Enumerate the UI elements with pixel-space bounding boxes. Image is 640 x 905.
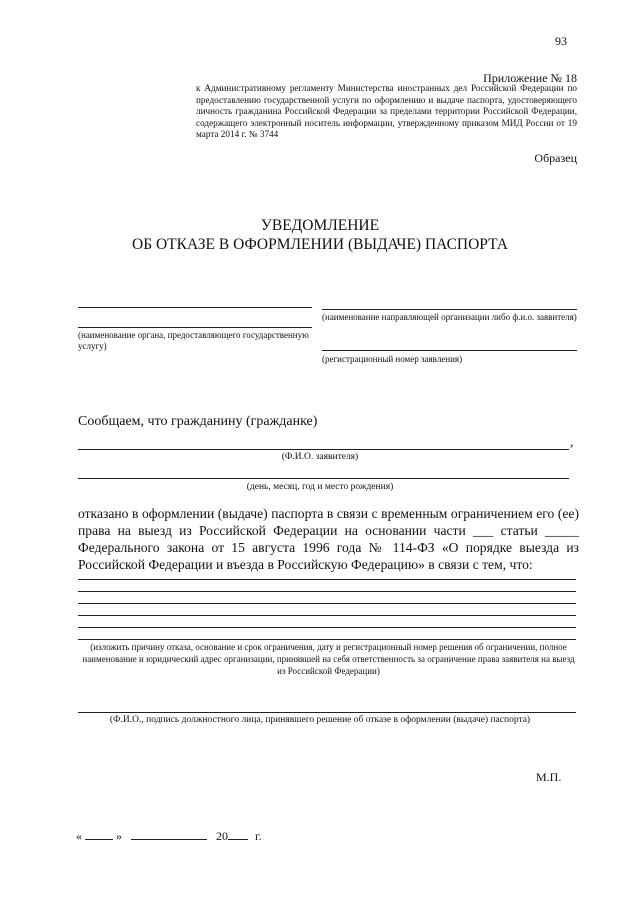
reason-line-3 — [78, 603, 576, 604]
date-open-quote: « — [76, 829, 82, 843]
refusal-paragraph: отказано в оформлении (выдаче) паспорта в связи с временным ограничением его (ее) права на выезд из Российской Федерации на основании части ___ статьи _____ Федерального закона от 15 августа 1996 года № 114-ФЗ «О порядке выезда из Российской Федерации и въезда в Российскую Федерацию» в связи с тем, что: — [78, 506, 579, 572]
date-row — [76, 828, 262, 844]
stamp-label: М.П. — [536, 770, 562, 784]
document-title-line2: ОБ ОТКАЗЕ В ОФОРМЛЕНИИ (ВЫДАЧЕ) ПАСПОРТА — [132, 236, 508, 253]
reason-line-1 — [78, 579, 576, 580]
applicant-name-line — [78, 449, 569, 450]
official-caption: (Ф.И.О., подпись должностного лица, принявшего решение об отказе в оформлении (выдаче) паспорта) — [109, 715, 531, 725]
authority-line-1 — [78, 307, 312, 308]
applicant-comma: , — [570, 435, 574, 450]
appendix-title: Приложение № 18 — [483, 71, 577, 85]
sample-label: Образец — [534, 151, 577, 165]
date-close-quote: » — [116, 829, 122, 843]
authority-line-2 — [78, 327, 312, 328]
date-month-field — [131, 828, 207, 840]
date-day-field — [85, 828, 113, 840]
registration-caption: (регистрационный номер заявления) — [322, 354, 463, 364]
official-line — [78, 712, 576, 713]
reason-line-4 — [78, 615, 576, 616]
page-number: 93 — [555, 34, 567, 48]
reason-line-5 — [78, 627, 576, 628]
notice-intro: Сообщаем, что гражданину (гражданке) — [78, 414, 318, 429]
birth-caption: (день, месяц, год и место рождения) — [246, 482, 394, 492]
reason-line-2 — [78, 591, 576, 592]
birth-line — [78, 478, 569, 479]
addressee-line — [322, 309, 577, 310]
document-title-line1: УВЕДОМЛЕНИЕ — [260, 217, 380, 234]
date-year-field — [228, 828, 248, 840]
date-year-prefix: 20 — [216, 829, 228, 843]
reason-caption: (изложить причину отказа, основание и срок ограничения, дату и регистрационный номер решения об ограничении, полное наименование и юридический адрес организации, принявшей на себя ответственность за ограничение права заявителя на выезд из Российской Федерации) — [82, 642, 575, 676]
addressee-caption: (наименование направляющей организации либо ф.и.о. заявителя) — [322, 312, 577, 322]
appendix-text: к Административному регламенту Министерства иностранных дел Российской Федерации по предоставлению государственной услуги по оформлению и выдаче паспорта, удостоверяющего личность гражданина Российской Федерации за пределами территории Российской Федерации, содержащего электронный носитель информации, утвержденному приказом МИД России от 19 марта 2014 г. № 3744 — [196, 83, 577, 140]
registration-line — [322, 350, 577, 351]
date-year-suffix: г. — [255, 829, 262, 843]
reason-line-6 — [78, 639, 576, 640]
applicant-caption: (Ф.И.О. заявителя) — [281, 452, 359, 462]
authority-caption: (наименование органа, предоставляющего государственную услугу) — [78, 330, 309, 351]
